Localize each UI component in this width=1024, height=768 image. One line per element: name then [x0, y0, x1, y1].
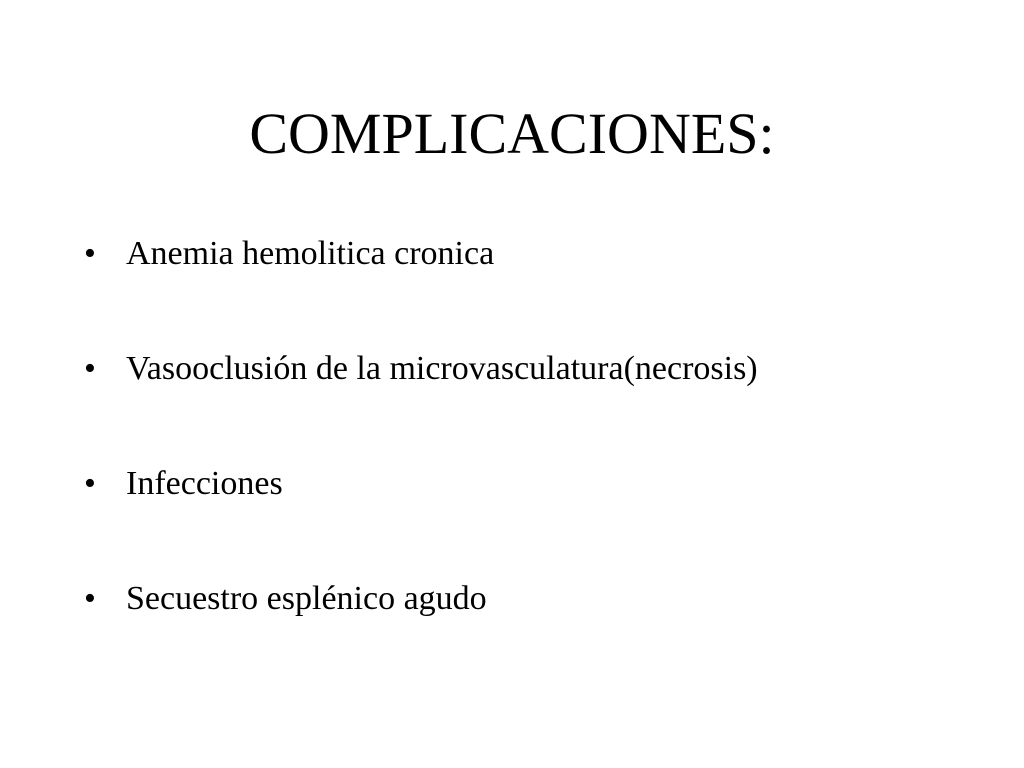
bullet-text-vasooclusion: Vasooclusión de la microvasculatura(necrosis) [126, 350, 758, 387]
bullet-item [84, 343, 984, 458]
bullet-text-anemia: Anemia hemolitica cronica [126, 235, 495, 272]
bullet-icon: • [84, 465, 96, 502]
bullet-icon: • [84, 580, 96, 617]
bullet-icon: • [84, 350, 96, 387]
bullet-text-infecciones: Infecciones [126, 465, 283, 502]
bullet-icon: • [84, 235, 96, 272]
bullet-item [84, 228, 984, 343]
bullet-list [84, 228, 984, 688]
bullet-item [84, 573, 984, 688]
bullet-item [84, 458, 984, 573]
slide-title: COMPLICACIONES: [249, 101, 775, 166]
bullet-text-secuestro: Secuestro esplénico agudo [126, 580, 487, 617]
